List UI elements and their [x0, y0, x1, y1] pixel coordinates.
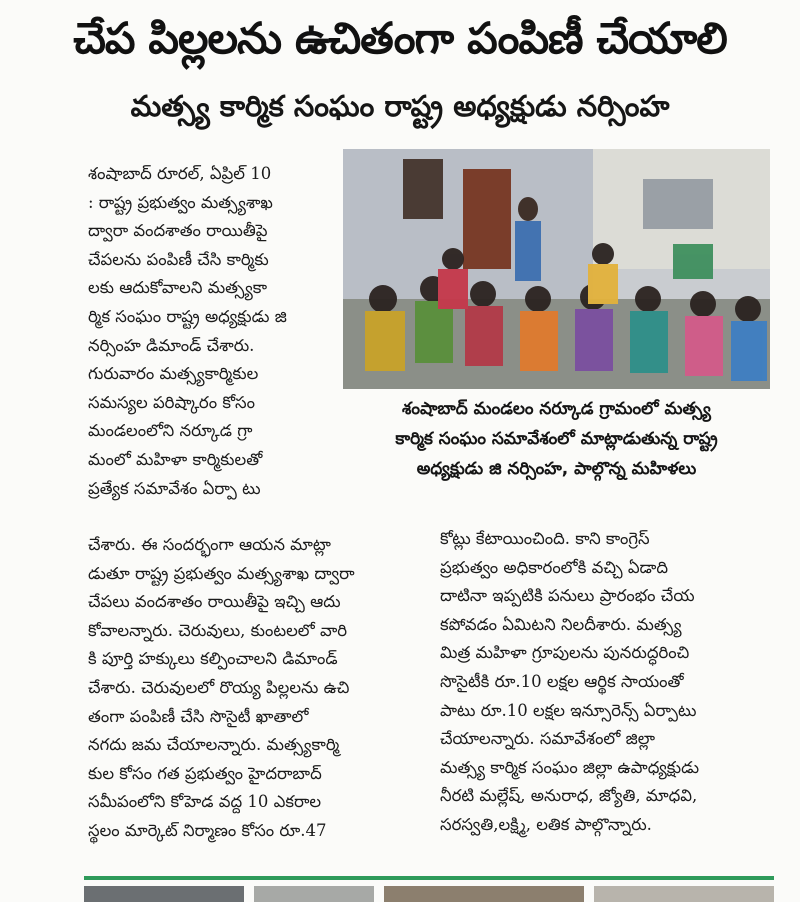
article-line: స్థలం మార్కెట్ నిర్మాణం కోసం రూ.47 [88, 820, 327, 840]
article-line: : రాష్ట్ర ప్రభుత్వం మత్స్యశాఖ [88, 192, 273, 212]
article-line: డుతూ రాష్ట్ర ప్రభుత్వం మత్స్యశాఖ ద్వారా [88, 563, 355, 583]
article-line: సొసైటీకి రూ.10 లక్షల ఆర్థిక సాయంతో [440, 671, 684, 691]
article-line: మంలో మహిళా కార్మికులతో [88, 449, 263, 469]
article-line: కోట్లు కేటాయించింది. కాని కాంగ్రెస్ [440, 529, 650, 548]
meeting-photo-illustration [343, 149, 770, 389]
next-article-photo-strip [84, 886, 774, 902]
caption-line: శంషాబాద్ మండలం నర్కూడ గ్రామంలో మత్స్య [402, 399, 711, 419]
article-line: కోవాలన్నారు. చెరువులు, కుంటలలో వారి [88, 620, 348, 640]
caption-line: అధ్యక్షుడు జి నర్సింహ, పాల్గొన్న మహిళలు [416, 459, 697, 479]
article-line: నర్సింహ డిమాండ్ చేశారు. [88, 335, 255, 355]
article-line: ప్రభుత్వం అధికారంలోకి వచ్చి ఏడాది [440, 557, 669, 577]
article-line: చేశారు. చెరువులలో రొయ్య పిల్లలను ఉచి [88, 677, 350, 697]
article-column-1-top [88, 160, 326, 503]
article-line: చేపలను పంపిణీ చేసి కార్మికు [88, 249, 269, 269]
next-photo-illustration [84, 886, 774, 902]
article-line: నీరటి మల్లేష్, అనురాధ, జ్యోతి, మాధవి, [440, 786, 698, 806]
article-column-1-bottom [88, 531, 410, 846]
article-line: ద్వారా వందశాతం రాయితీపై [88, 221, 268, 241]
article-line: మత్స్య కార్మిక సంఘం జిల్లా ఉపాధ్యక్షుడు [440, 757, 700, 777]
news-photo [343, 149, 770, 389]
section-divider [84, 876, 774, 880]
article-line: పాటు రూ.10 లక్షల ఇన్సూరెన్స్ ఏర్పాటు [440, 700, 697, 720]
article-line: కి పూర్తి హక్కులు కల్పించాలని డిమాండ్ [88, 649, 338, 669]
article-column-2 [440, 525, 764, 840]
article-line: చేయాలన్నారు. సమావేశంలో జిల్లా [440, 729, 655, 749]
article-line: మండలంలోని నర్కూడ గ్రా [88, 421, 253, 441]
subheadline: మత్స్య కార్మిక సంఘం రాష్ట్ర అధ్యక్షుడు నర్సింహ [130, 89, 670, 123]
article-line: చేపలు వందశాతం రాయితీపై ఇచ్చి ఆదు [88, 592, 341, 612]
photo-caption [343, 394, 770, 484]
article-line: గురువారం మత్స్యకార్మికుల [88, 364, 259, 384]
article-line: లకు ఆదుకోవాలని మత్స్యకా [88, 278, 268, 298]
article-line: తంగా పంపిణీ చేసి సొసైటీ ఖాతాలో [88, 706, 309, 726]
article-line: దాటినా ఇప్పటికి పనులు ప్రారంభం చేయ [440, 586, 695, 606]
article-line: కపోవడం ఏమిటని నిలదీశారు. మత్స్య [440, 614, 682, 634]
article-line: మిత్ర మహిళా గ్రూపులను పునరుద్ధరించి [440, 643, 690, 663]
article-line: కుల కోసం గత ప్రభుత్వం హైదరాబాద్ [88, 763, 322, 783]
caption-line: కార్మిక సంఘం సమావేశంలో మాట్లాడుతున్న రాష్ట్ర [395, 429, 718, 449]
article-line: శంషాబాద్ రూరల్, ఏప్రిల్ 10 [88, 164, 272, 183]
article-line: సమీపంలోని కోహెడ వద్ద 10 ఎకరాల [88, 792, 322, 812]
article-line: ప్రత్యేక సమావేశం ఏర్పా టు [88, 478, 261, 498]
article-line: చేశారు. ఈ సందర్భంగా ఆయన మాట్లా [88, 535, 331, 554]
article-line: ర్మిక సంఘం రాష్ట్ర అధ్యక్షుడు జి [88, 306, 287, 326]
headline: చేప పిల్లలను ఉచితంగా పంపిణీ చేయాలి [73, 14, 727, 64]
article-line: సరస్వతి,లక్ష్మి, లతిక పాల్గొన్నారు. [440, 814, 652, 834]
article-line: సమస్యల పరిష్కారం కోసం [88, 392, 256, 412]
article-line: నగదు జమ చేయాలన్నారు. మత్స్యకార్మి [88, 735, 340, 755]
